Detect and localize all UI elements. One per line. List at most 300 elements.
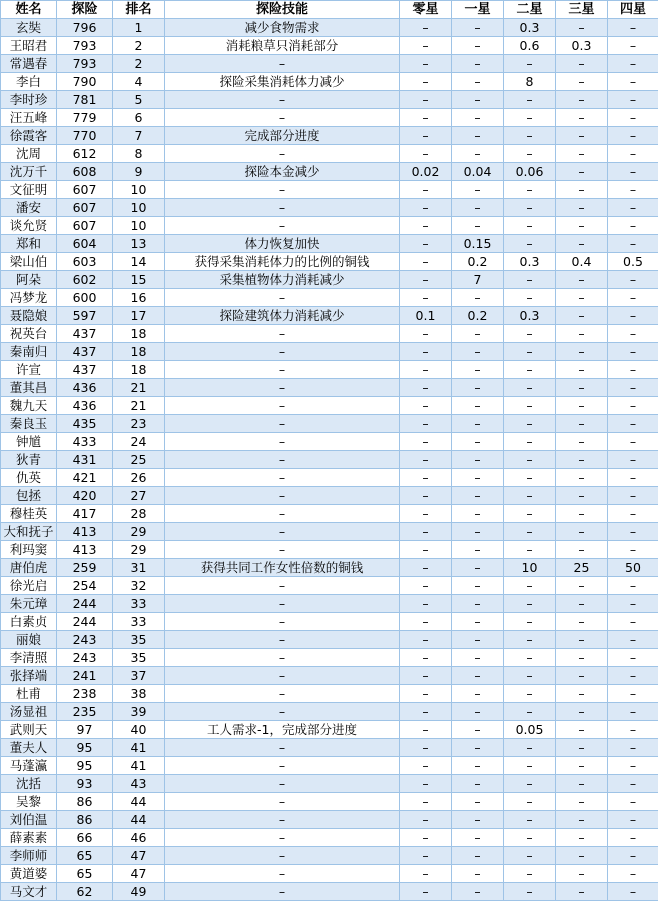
skill-cell: – (165, 523, 400, 541)
skill-cell: 获得共同工作女性倍数的铜钱 (165, 559, 400, 577)
name-cell: 张择端 (1, 667, 57, 685)
star-4-cell: – (608, 91, 658, 109)
star-4-cell: – (608, 379, 658, 397)
star-2-cell: – (504, 55, 556, 73)
exploration-cell: 796 (57, 19, 113, 37)
name-cell: 阿朵 (1, 271, 57, 289)
rank-cell: 33 (113, 595, 165, 613)
table-row (1, 631, 658, 649)
star-4-cell: – (608, 235, 658, 253)
star-4-cell: – (608, 415, 658, 433)
header-exploration: 探险 (57, 1, 113, 19)
exploration-cell: 86 (57, 793, 113, 811)
star-2-cell: – (504, 325, 556, 343)
star-0-cell: – (400, 739, 452, 757)
table-row (1, 235, 658, 253)
table-row (1, 145, 658, 163)
skill-cell: – (165, 361, 400, 379)
table-row (1, 361, 658, 379)
star-1-cell: – (452, 721, 504, 739)
name-cell: 刘伯温 (1, 811, 57, 829)
name-cell: 潘安 (1, 199, 57, 217)
exploration-cell: 433 (57, 433, 113, 451)
star-1-cell: 0.04 (452, 163, 504, 181)
star-1-cell: – (452, 829, 504, 847)
name-cell: 沈万千 (1, 163, 57, 181)
star-2-cell: – (504, 469, 556, 487)
rank-cell: 31 (113, 559, 165, 577)
star-2-cell: – (504, 289, 556, 307)
table-row (1, 199, 658, 217)
skill-cell: – (165, 577, 400, 595)
rank-cell: 10 (113, 217, 165, 235)
star-2-cell: – (504, 109, 556, 127)
star-0-cell: – (400, 541, 452, 559)
star-0-cell: – (400, 343, 452, 361)
star-4-cell: – (608, 865, 658, 883)
star-1-cell: – (452, 19, 504, 37)
star-1-cell: – (452, 667, 504, 685)
exploration-cell: 66 (57, 829, 113, 847)
star-2-cell: – (504, 865, 556, 883)
rank-cell: 44 (113, 793, 165, 811)
table-row (1, 829, 658, 847)
star-4-cell: – (608, 433, 658, 451)
star-3-cell: – (556, 307, 608, 325)
star-0-cell: – (400, 235, 452, 253)
rank-cell: 10 (113, 181, 165, 199)
star-2-cell: – (504, 343, 556, 361)
rank-cell: 29 (113, 523, 165, 541)
skill-cell: 减少食物需求 (165, 19, 400, 37)
exploration-cell: 612 (57, 145, 113, 163)
star-0-cell: – (400, 811, 452, 829)
star-4-cell: – (608, 793, 658, 811)
star-2-cell: – (504, 541, 556, 559)
exploration-cell: 97 (57, 721, 113, 739)
exploration-cell: 607 (57, 181, 113, 199)
exploration-cell: 597 (57, 307, 113, 325)
star-1-cell: – (452, 523, 504, 541)
star-3-cell: – (556, 73, 608, 91)
star-0-cell: – (400, 559, 452, 577)
star-4-cell: – (608, 757, 658, 775)
skill-cell: – (165, 595, 400, 613)
exploration-cell: 770 (57, 127, 113, 145)
star-0-cell: – (400, 505, 452, 523)
star-2-cell: – (504, 181, 556, 199)
star-1-cell: – (452, 73, 504, 91)
star-0-cell: 0.1 (400, 307, 452, 325)
star-0-cell: – (400, 289, 452, 307)
table-row (1, 667, 658, 685)
star-4-cell: – (608, 55, 658, 73)
name-cell: 黄道婆 (1, 865, 57, 883)
star-3-cell: – (556, 91, 608, 109)
table-row (1, 55, 658, 73)
name-cell: 仇英 (1, 469, 57, 487)
exploration-cell: 437 (57, 361, 113, 379)
exploration-cell: 781 (57, 91, 113, 109)
star-2-cell: – (504, 667, 556, 685)
star-4-cell: – (608, 451, 658, 469)
skill-cell: 体力恢复加快 (165, 235, 400, 253)
star-0-cell: – (400, 127, 452, 145)
star-1-cell: – (452, 559, 504, 577)
exploration-cell: 608 (57, 163, 113, 181)
star-1-cell: – (452, 127, 504, 145)
rank-cell: 13 (113, 235, 165, 253)
skill-cell: – (165, 397, 400, 415)
star-4-cell: – (608, 505, 658, 523)
star-4-cell: – (608, 829, 658, 847)
rank-cell: 32 (113, 577, 165, 595)
skill-cell: – (165, 433, 400, 451)
star-1-cell: – (452, 397, 504, 415)
rank-cell: 18 (113, 343, 165, 361)
star-0-cell: 0.02 (400, 163, 452, 181)
star-4-cell: – (608, 361, 658, 379)
rank-cell: 25 (113, 451, 165, 469)
skill-cell: – (165, 685, 400, 703)
star-1-cell: 0.15 (452, 235, 504, 253)
star-0-cell: – (400, 865, 452, 883)
exploration-cell: 607 (57, 199, 113, 217)
star-2-cell: – (504, 775, 556, 793)
exploration-cell: 244 (57, 613, 113, 631)
header-star-0: 零星 (400, 1, 452, 19)
rank-cell: 10 (113, 199, 165, 217)
star-1-cell: – (452, 361, 504, 379)
star-4-cell: – (608, 469, 658, 487)
star-2-cell: – (504, 451, 556, 469)
table-row (1, 91, 658, 109)
star-1-cell: – (452, 91, 504, 109)
rank-cell: 6 (113, 109, 165, 127)
star-0-cell: – (400, 613, 452, 631)
star-1-cell: – (452, 577, 504, 595)
star-0-cell: – (400, 433, 452, 451)
exploration-cell: 413 (57, 523, 113, 541)
star-3-cell: 0.4 (556, 253, 608, 271)
name-cell: 穆桂英 (1, 505, 57, 523)
star-0-cell: – (400, 325, 452, 343)
star-2-cell: – (504, 379, 556, 397)
exploration-cell: 417 (57, 505, 113, 523)
star-2-cell: – (504, 829, 556, 847)
table-row (1, 649, 658, 667)
star-2-cell: – (504, 649, 556, 667)
star-4-cell: – (608, 721, 658, 739)
star-0-cell: – (400, 667, 452, 685)
skill-cell: 探险采集消耗体力减少 (165, 73, 400, 91)
table-row (1, 865, 658, 883)
name-cell: 汤显祖 (1, 703, 57, 721)
name-cell: 董夫人 (1, 739, 57, 757)
rank-cell: 47 (113, 865, 165, 883)
star-4-cell: – (608, 181, 658, 199)
star-4-cell: – (608, 541, 658, 559)
skill-cell: – (165, 703, 400, 721)
star-3-cell: – (556, 487, 608, 505)
table-row (1, 775, 658, 793)
exploration-cell: 602 (57, 271, 113, 289)
name-cell: 丽娘 (1, 631, 57, 649)
star-1-cell: 0.2 (452, 253, 504, 271)
rank-cell: 18 (113, 325, 165, 343)
exploration-cell: 241 (57, 667, 113, 685)
star-3-cell: – (556, 829, 608, 847)
name-cell: 文征明 (1, 181, 57, 199)
star-1-cell: – (452, 811, 504, 829)
star-4-cell: – (608, 343, 658, 361)
table-row (1, 109, 658, 127)
name-cell: 聂隐娘 (1, 307, 57, 325)
star-3-cell: – (556, 793, 608, 811)
skill-cell: 消耗粮草只消耗部分 (165, 37, 400, 55)
star-0-cell: – (400, 703, 452, 721)
table-row (1, 883, 658, 901)
exploration-cell: 95 (57, 739, 113, 757)
name-cell: 董其昌 (1, 379, 57, 397)
star-0-cell: – (400, 451, 452, 469)
name-cell: 冯梦龙 (1, 289, 57, 307)
star-2-cell: – (504, 631, 556, 649)
table-row (1, 721, 658, 739)
star-4-cell: – (608, 667, 658, 685)
star-4-cell: – (608, 883, 658, 901)
table-row (1, 523, 658, 541)
rank-cell: 24 (113, 433, 165, 451)
rank-cell: 18 (113, 361, 165, 379)
star-1-cell: – (452, 145, 504, 163)
name-cell: 梁山伯 (1, 253, 57, 271)
table-row (1, 217, 658, 235)
skill-cell: – (165, 325, 400, 343)
skill-cell: – (165, 649, 400, 667)
table-row (1, 325, 658, 343)
star-3-cell: – (556, 469, 608, 487)
star-0-cell: – (400, 91, 452, 109)
rank-cell: 28 (113, 505, 165, 523)
star-1-cell: – (452, 613, 504, 631)
table-row (1, 703, 658, 721)
star-2-cell: – (504, 271, 556, 289)
skill-cell: – (165, 775, 400, 793)
star-1-cell: – (452, 505, 504, 523)
star-3-cell: – (556, 595, 608, 613)
name-cell: 利玛窦 (1, 541, 57, 559)
star-4-cell: – (608, 775, 658, 793)
star-1-cell: – (452, 451, 504, 469)
rank-cell: 38 (113, 685, 165, 703)
rank-cell: 27 (113, 487, 165, 505)
star-3-cell: – (556, 163, 608, 181)
star-3-cell: – (556, 577, 608, 595)
star-3-cell: – (556, 433, 608, 451)
table-row (1, 271, 658, 289)
exploration-cell: 436 (57, 379, 113, 397)
table-row (1, 577, 658, 595)
exploration-cell: 431 (57, 451, 113, 469)
star-0-cell: – (400, 523, 452, 541)
star-3-cell: – (556, 721, 608, 739)
table-row (1, 397, 658, 415)
star-4-cell: – (608, 685, 658, 703)
star-3-cell: – (556, 235, 608, 253)
star-3-cell: – (556, 19, 608, 37)
rank-cell: 49 (113, 883, 165, 901)
table-row (1, 811, 658, 829)
table-row (1, 613, 658, 631)
star-3-cell: – (556, 289, 608, 307)
star-2-cell: – (504, 127, 556, 145)
star-4-cell: – (608, 649, 658, 667)
star-3-cell: – (556, 649, 608, 667)
star-3-cell: – (556, 631, 608, 649)
skill-cell: – (165, 379, 400, 397)
name-cell: 杜甫 (1, 685, 57, 703)
star-0-cell: – (400, 109, 452, 127)
table-row (1, 433, 658, 451)
star-0-cell: – (400, 217, 452, 235)
name-cell: 沈周 (1, 145, 57, 163)
table-row (1, 487, 658, 505)
star-1-cell: 7 (452, 271, 504, 289)
name-cell: 唐伯虎 (1, 559, 57, 577)
skill-cell: – (165, 829, 400, 847)
star-2-cell: – (504, 433, 556, 451)
name-cell: 朱元璋 (1, 595, 57, 613)
star-0-cell: – (400, 775, 452, 793)
star-2-cell: – (504, 595, 556, 613)
rank-cell: 29 (113, 541, 165, 559)
star-2-cell: – (504, 883, 556, 901)
star-2-cell: 0.6 (504, 37, 556, 55)
exploration-cell: 413 (57, 541, 113, 559)
star-4-cell: – (608, 19, 658, 37)
star-3-cell: – (556, 415, 608, 433)
star-1-cell: – (452, 325, 504, 343)
table-row (1, 289, 658, 307)
star-4-cell: – (608, 397, 658, 415)
skill-cell: 探险本金减少 (165, 163, 400, 181)
star-1-cell: – (452, 595, 504, 613)
star-4-cell: – (608, 271, 658, 289)
star-1-cell: – (452, 289, 504, 307)
table-row (1, 37, 658, 55)
star-2-cell: – (504, 415, 556, 433)
exploration-cell: 436 (57, 397, 113, 415)
star-1-cell: – (452, 649, 504, 667)
star-4-cell: – (608, 703, 658, 721)
star-4-cell: – (608, 163, 658, 181)
name-cell: 薛素素 (1, 829, 57, 847)
skill-cell: – (165, 145, 400, 163)
skill-cell: – (165, 865, 400, 883)
exploration-cell: 437 (57, 343, 113, 361)
exploration-cell: 259 (57, 559, 113, 577)
rank-cell: 43 (113, 775, 165, 793)
table-row (1, 415, 658, 433)
name-cell: 郑和 (1, 235, 57, 253)
star-3-cell: – (556, 451, 608, 469)
rank-cell: 9 (113, 163, 165, 181)
star-4-cell: – (608, 127, 658, 145)
name-cell: 狄青 (1, 451, 57, 469)
star-0-cell: – (400, 829, 452, 847)
star-0-cell: – (400, 19, 452, 37)
exploration-cell: 793 (57, 55, 113, 73)
exploration-cell: 243 (57, 631, 113, 649)
rank-cell: 41 (113, 739, 165, 757)
rank-cell: 23 (113, 415, 165, 433)
star-0-cell: – (400, 397, 452, 415)
star-2-cell: – (504, 91, 556, 109)
rank-cell: 21 (113, 397, 165, 415)
rank-cell: 40 (113, 721, 165, 739)
skill-cell: – (165, 343, 400, 361)
star-2-cell: – (504, 505, 556, 523)
star-3-cell: – (556, 757, 608, 775)
star-1-cell: – (452, 757, 504, 775)
name-cell: 徐光启 (1, 577, 57, 595)
star-3-cell: 0.3 (556, 37, 608, 55)
star-2-cell: – (504, 847, 556, 865)
rank-cell: 21 (113, 379, 165, 397)
star-3-cell: – (556, 217, 608, 235)
star-3-cell: 25 (556, 559, 608, 577)
star-0-cell: – (400, 253, 452, 271)
star-4-cell: – (608, 613, 658, 631)
skill-cell: – (165, 289, 400, 307)
star-0-cell: – (400, 883, 452, 901)
star-3-cell: – (556, 847, 608, 865)
exploration-cell: 243 (57, 649, 113, 667)
star-3-cell: – (556, 379, 608, 397)
star-0-cell: – (400, 847, 452, 865)
star-1-cell: – (452, 37, 504, 55)
star-1-cell: – (452, 343, 504, 361)
star-4-cell: – (608, 217, 658, 235)
star-2-cell: – (504, 235, 556, 253)
star-0-cell: – (400, 73, 452, 91)
star-0-cell: – (400, 55, 452, 73)
name-cell: 钟馗 (1, 433, 57, 451)
star-3-cell: – (556, 199, 608, 217)
star-3-cell: – (556, 883, 608, 901)
rank-cell: 41 (113, 757, 165, 775)
rank-cell: 5 (113, 91, 165, 109)
rank-cell: 47 (113, 847, 165, 865)
skill-cell: – (165, 469, 400, 487)
rank-cell: 46 (113, 829, 165, 847)
star-4-cell: – (608, 487, 658, 505)
skill-cell: – (165, 55, 400, 73)
star-2-cell: – (504, 577, 556, 595)
header-star-1: 一星 (452, 1, 504, 19)
star-0-cell: – (400, 415, 452, 433)
star-0-cell: – (400, 361, 452, 379)
star-2-cell: – (504, 361, 556, 379)
star-1-cell: – (452, 379, 504, 397)
table-body (1, 19, 658, 901)
exploration-cell: 65 (57, 865, 113, 883)
name-cell: 王昭君 (1, 37, 57, 55)
star-1-cell: – (452, 469, 504, 487)
star-3-cell: – (556, 739, 608, 757)
star-0-cell: – (400, 271, 452, 289)
